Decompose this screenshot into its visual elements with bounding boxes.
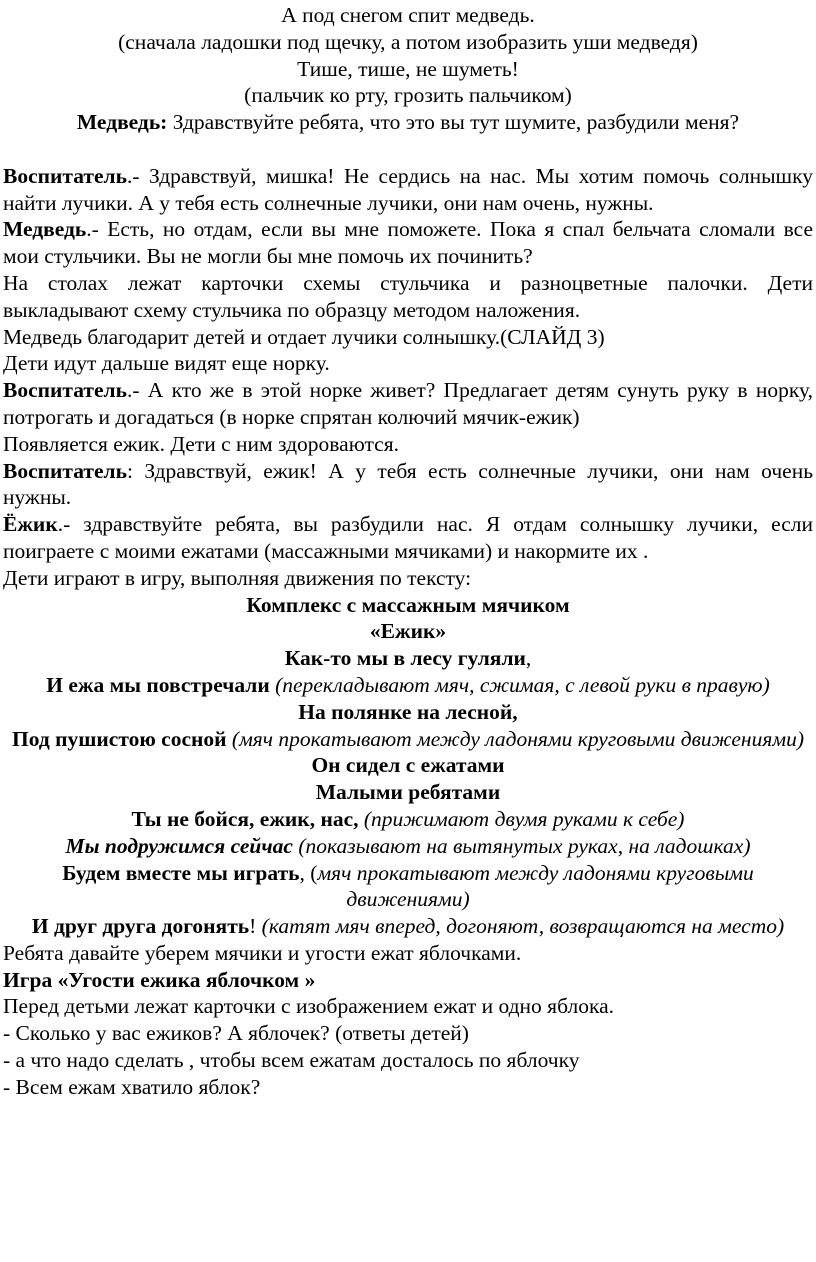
poem-verse: И друг друга догонять! (катят мяч вперед, догоняют, возвращаются на место) [31, 914, 785, 939]
speaker-label: Воспитатель [3, 458, 127, 483]
blank-line [3, 136, 813, 163]
speech-text: Здравствуйте ребята, что это вы тут шумите, разбудили меня? [167, 110, 740, 135]
stage-direction: (мяч прокатывают между ладонями круговыми движениями) [226, 726, 804, 751]
paragraph-teacher-3 [3, 458, 813, 512]
speech-text: .- А кто же в этой норке живет? Предлагает детям сунуть руку в норку, потрогать и догадаться (в норке спрятан колючий мячик-ежик) [3, 378, 813, 429]
stage-direction: (катят мяч вперед, догоняют, возвращаются на место) [261, 914, 785, 939]
stage-direction: (показывают на вытянутых руках, на ладошках) [292, 833, 751, 858]
paragraph-apples: Ребята давайте уберем мячики и угости ежат яблочками. [3, 940, 522, 965]
speech-text: .- Есть, но отдам, если вы мне поможете. Пока я спал бельчата сломали все мои стульчики. Вы не могли бы мне помочь их починить? [3, 217, 813, 269]
poem-verse: Ты не бойся, ежик, нас, (прижимают двумя руками к себе) [131, 806, 685, 831]
paragraph-teacher-1 [3, 163, 813, 217]
poem-verse: На полянке на лесной, [298, 699, 518, 724]
poem-title: Комплекс с массажным мячиком [246, 592, 570, 617]
speech-text: : Здравствуй, ежик! А у тебя есть солнечные лучики, они нам очень нужны. [3, 458, 813, 510]
paragraph-hedgehog-appears: Появляется ежик. Дети с ним здороваются. [3, 431, 399, 456]
paragraph-bear [3, 216, 813, 270]
poem-verse: И ежа мы повстречали (перекладывают мяч, сжимая, с левой руки в правую) [46, 672, 770, 697]
stage-direction: (прижимают двумя руками к себе) [358, 806, 685, 831]
paragraph-game-intro: Дети играют в игру, выполняя движения по тексту: [3, 565, 472, 590]
intro-line-3: Тише, тише, не шуметь! [297, 56, 519, 81]
poem-verse: Мы подружимся сейчас (показывают на вытянутых руках, на ладошках) [65, 833, 751, 858]
question-line: - Сколько у вас ежиков? А яблочек? (ответы детей) [3, 1021, 469, 1046]
bear-greeting [3, 109, 813, 136]
stage-direction: (перекладывают мяч, сжимая, с левой руки в правую) [269, 672, 770, 697]
poem-verse: Будем вместе мы играть, (мяч прокатывают между ладонями круговыми движениями) [62, 860, 754, 912]
speaker-label: Воспитатель [3, 378, 127, 403]
paragraph-thanks: Медведь благодарит детей и отдает лучики солнышку.(СЛАЙД 3) [3, 324, 605, 349]
question-line: - Всем ежам хватило яблок? [3, 1074, 261, 1099]
question-line: - а что надо сделать , чтобы всем ежатам досталось по яблочку [3, 1048, 580, 1073]
stage-direction: мяч прокатывают между ладонями круговыми движениями) [317, 860, 754, 912]
intro-line-4: (пальчик ко рту, грозить пальчиком) [244, 83, 572, 108]
speaker-label: Медведь: [76, 110, 168, 135]
paragraph-hedgehog [3, 511, 813, 565]
paragraph-cards: Перед детьми лежат карточки с изображением ежат и одно яблока. [3, 994, 614, 1019]
paragraph-burrow: Дети идут дальше видят еще норку. [3, 351, 330, 376]
poem-verse: Как-то мы в лесу гуляли, [284, 646, 532, 671]
poem-verse: Под пушистою сосной (мяч прокатывают между ладонями круговыми движениями) [12, 726, 804, 751]
speaker-label: Медведь [3, 217, 87, 242]
intro-line-2: (сначала ладошки под щечку, а потом изобразить уши медведя) [118, 29, 698, 54]
speaker-label: Воспитатель [3, 163, 127, 188]
speech-text: .- здравствуйте ребята, вы разбудили нас. Я отдам солнышку лучики, если поиграете с моими ежатами (массажными мячиками) и накормите их . [3, 512, 813, 563]
intro-line-1: А под снегом спит медведь. [281, 3, 535, 27]
poem-verse: Он сидел с ежатами [311, 753, 505, 778]
speech-text: .- Здравствуй, мишка! Не сердись на нас. Мы хотим помочь солнышку найти лучики. А у тебя есть солнечные лучики, они нам очень, нужны. [3, 163, 813, 215]
speaker-label: Ёжик [3, 512, 58, 537]
paragraph-tables: На столах лежат карточки схемы стульчика и разноцветные палочки. Дети выкладывают схему стульчика по образцу методом наложения. [3, 270, 813, 322]
poem-subtitle: «Ежик» [369, 619, 447, 644]
poem-verse: Малыми ребятами [315, 780, 501, 805]
paragraph-teacher-2 [3, 377, 813, 431]
game-title: Игра «Угости ежика яблочком » [3, 967, 316, 992]
